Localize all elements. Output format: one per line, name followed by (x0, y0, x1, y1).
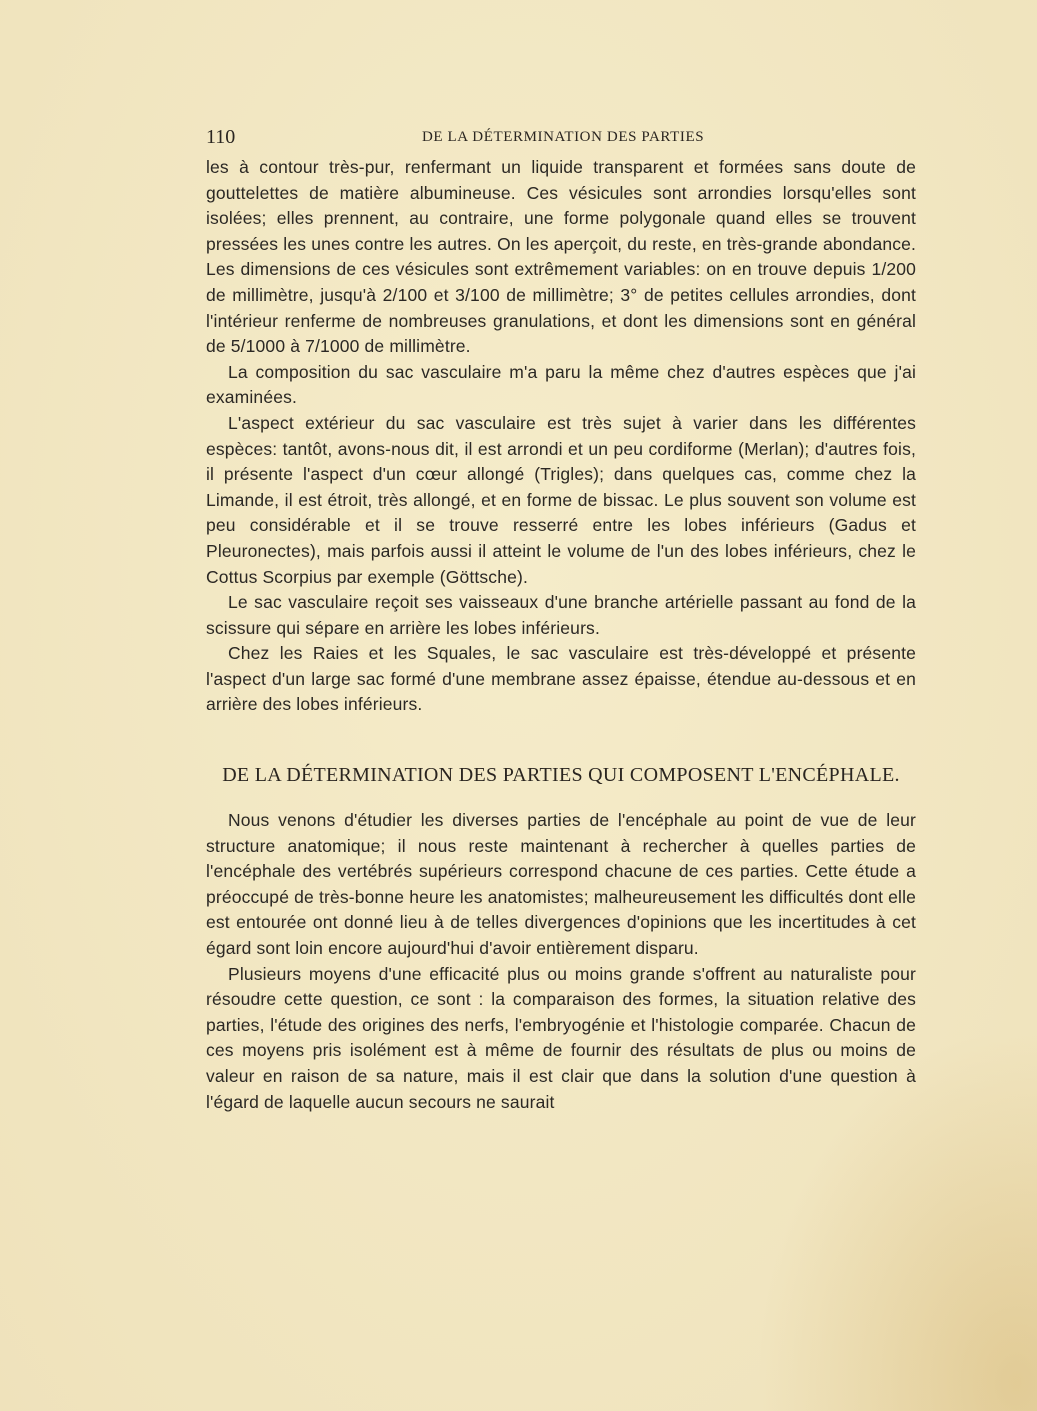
paragraph: La composition du sac vasculaire m'a paru la même chez d'autres espèces que j'ai examinées. (206, 361, 916, 408)
paragraph: Chez les Raies et les Squales, le sac vasculaire est très-développé et présente l'aspect d'un large sac formé d'une membrane assez épaisse, étendue au-dessous et en arrière des lobes inférieurs. (206, 643, 916, 715)
paragraph: Nous venons d'étudier les diverses parties de l'encéphale au point de vue de leur structure anatomique; il nous reste maintenant à rechercher à quelles parties de l'encéphale des vertébrés supérieurs correspond chacune de ces parties. Cette étude a préoccupé de très-bonne heure les anatomistes; malheureusement les difficultés dont elle est entourée ont donné lieu à de telles divergences d'opinions que les incertitudes à cet égard sont loin encore aujourd'hui d'avoir entièrement disparu. (206, 810, 916, 958)
section-heading: DE LA DÉTERMINATION DES PARTIES QUI COMPOSENT L'ENCÉPHALE. (222, 764, 900, 786)
page-number: 110 (206, 126, 236, 148)
section-2-body (206, 808, 916, 1115)
running-head (206, 126, 916, 150)
paragraph: Plusieurs moyens d'une efficacité plus ou moins grande s'offrent au naturaliste pour résoudre cette question, ce sont : la comparaison des formes, la situation relative des parties, l'étude des origines des nerfs, l'embryogénie et l'histologie comparée. Chacun de ces moyens pris isolément est à même de fournir des résultats de plus ou moins de valeur en raison de sa nature, mais il est clair que dans la solution d'une question à l'égard de laquelle aucun secours ne saurait (206, 963, 916, 1112)
running-title: DE LA DÉTERMINATION DES PARTIES (422, 129, 705, 145)
paragraph: L'aspect extérieur du sac vasculaire est très sujet à varier dans les différentes espèces: tantôt, avons-nous dit, il est arrondi et un peu cordiforme (Merlan); d'autres fois, il présente l'aspect d'un cœur allongé (Trigles); dans quelques cas, comme chez la Limande, il est étroit, très allongé, et en forme de bissac. Le plus souvent son volume est peu considérable et il se trouve resserré entre les lobes inférieurs (Gadus et Pleuronectes), mais parfois aussi il atteint le volume de l'un des lobes inférieurs, chez le Cottus Scorpius par exemple (Göttsche). (206, 412, 916, 587)
paragraph: Le sac vasculaire reçoit ses vaisseaux d'une branche artérielle passant au fond de la scissure qui sépare en arrière les lobes inférieurs. (206, 592, 916, 638)
section-1-body (206, 155, 916, 718)
paragraph-continued: les à contour très-pur, renfermant un liquide transparent et formées sans doute de gouttelettes de matière albumineuse. Ces vésicules sont arrondies lorsqu'elles sont isolées; elles prennent, au contraire, une forme polygonale quand elles se trouvent pressées les unes contre les autres. On les aperçoit, du reste, en très-grande abondance. Les dimensions de ces vésicules sont extrêmement variables: on en trouve depuis 1/200 de millimètre, jusqu'à 2/100 et 3/100 de millimètre; 3° de petites cellules arrondies, dont l'intérieur renferme de nombreuses granulations, et dont les dimensions sont en général de 5/1000 à 7/1000 de millimètre. (206, 157, 916, 357)
